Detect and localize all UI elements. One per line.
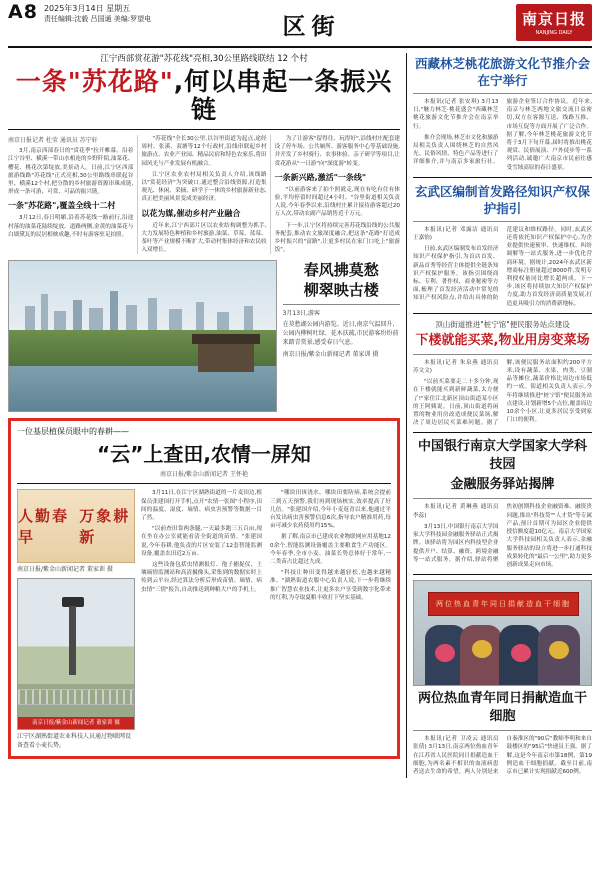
- feature-para-5: "科技让种田变得越来越轻松,也越来越精准。"湖熟街道农服中心负责人说,下一步将继续推广智慧农业技术,让更多农户享受到数字化带来的红利,为夺取夏粮丰收打下坚实基础。: [270, 570, 391, 601]
- article-3-body: [413, 359, 592, 428]
- photo-credit: 南京日报/紫金山新闻记者 董家训 摄: [282, 351, 379, 359]
- farm-photo-caption: 江宁区湖熟街道农业科技人员通过物联网设备查看小麦长势。: [17, 733, 132, 750]
- lead-headline-part2: ,何以串起一条振兴链: [173, 67, 393, 124]
- feature-byline: 南京日报/紫金山新闻记者 王怀艳: [160, 471, 248, 479]
- newspaper-nameplate: 南京日报 NANJING DAILY: [516, 4, 592, 41]
- article-5-text: 本报讯(记者 卫凌云 通讯员 张倩) 3月13日,南京两位热血青年在江苏省人民医院同日捐献造血干细胞,为两名素不相识的血液病患者送去生命的希望。两人分别是来自秦淮区的"90后"教师李明和来自鼓楼区的"95后"快递员王强。据了解,这是今年南京市第18例、第19例造血干细胞捐献。截至目前,南京市已累计实现捐献近600例。: [413, 736, 592, 775]
- editor-credits: 责任编辑:沈毅 吕国通 美编:罗望电: [43, 15, 152, 23]
- feature-para-2: 这些设备包括虫情测报灯、孢子捕捉仪、土壤墒情监测站和高清摄像头,采集到的数据实时上传到云平台,经过算法分析后形成苗情、墒情、病虫情"三情"报告,自动推送到种粮大户的手机上。: [141, 562, 262, 593]
- ceremony-banner-text: 两位热血青年同日捐献造血干细胞: [435, 599, 571, 608]
- article-2-body: [413, 226, 592, 308]
- lead-para-1: "苏花线"全长30公里,以谷里街道为起点,途经周村、张溪、双塘等12个行政村,沿线串联起乡村旅游点、农业产业园、精品民宿和特色农家乐,将田园风光与产业发展有机融合。: [141, 136, 267, 167]
- city-photo-block: [8, 260, 400, 412]
- photo-title-line2: 柳翠映古楼: [303, 281, 379, 300]
- article-3-byline: 本报讯(记者 朱泉燕 通讯员 苏文文): [413, 359, 499, 375]
- lead-subhead-3: 一条新兴路,激活"一条线": [274, 172, 367, 182]
- article-3-subkicker: 顶山街道推进"桩宁馆"便民服务站点建设: [435, 319, 570, 329]
- lead-kicker: 江宁西部赏花游"苏花线"亮相,30公里路线联结 12 个村: [100, 54, 308, 64]
- farm-photo: [17, 578, 135, 730]
- lead-article-body: [8, 135, 400, 254]
- nameplate-subtitle: NANJING DAILY: [535, 30, 573, 36]
- ceremony-banner: [428, 592, 579, 616]
- article-1-headline: 西藏林芝桃花旅游文化节推介会在宁举行: [414, 56, 590, 88]
- lead-para-4: 为了让游客"留得住、玩得好",沿线村庄配套建设了停车场、公共厕所、游客服务中心等基础设施,并开发了乡村骑行、农事体验、亲子研学等项目,让赏花游从"一日游"向"深度游"转变。: [274, 136, 400, 167]
- right-rail: [406, 53, 592, 778]
- feature-para-1: "以前查田靠两条腿,一天最多跑三五百亩,现在坐在办公室就能看清全街道的苗情。"张建国说,今年春耕,他负责的片区安装了12套智能监测设备,覆盖农田近2万亩。: [141, 526, 262, 557]
- article-4-text: 3月13日,中国银行南京大学国家大学科技园金融服务驿站正式揭牌。该驿站将为园区内科技型企业提供开户、结算、融资、跨境金融等一站式服务。据介绍,驿站将聚焦初创期科技企业融资难、融资贵问题,推出"科技贷""人才贷"等专属产品,预计首期可为园区企业提供授信额度超10亿元。南京大学国家大学科技园相关负责人表示,金融服务驿站的设立将进一步打通科技成果转化的"最后一公里",助力更多创新成果走向市场。: [413, 504, 592, 568]
- spring-poster: [17, 489, 135, 563]
- feature-redbox: [8, 418, 400, 759]
- lead-para-3: 近年来,江宁西部片区以农业结构调整为抓手,大力发展特色种植和乡村旅游,油菜、草莓、蓝莓、茶叶等产业规模不断扩大,带动村集体经济和农民收入双增长。: [141, 222, 267, 254]
- article-2-headline: 玄武区编制首发路径知识产权保护指引: [414, 183, 590, 216]
- issue-date: 2025年3月14日 星期五: [43, 4, 131, 13]
- feature-content: [17, 489, 391, 750]
- lead-para-5: "以前游客来了拍个照就走,现在有吃有住有体验,平均停留时间超过4小时。"谷里街道相关负责人说,今年春季以来,沿线村庄累计接待游客超过20万人次,带动农副产品销售近千万元。: [274, 186, 400, 218]
- city-photo-caption-block: [283, 260, 400, 412]
- article-4-body: [413, 503, 592, 569]
- article-1-byline: 本报讯(记者 张安琪) 3月13日,"魅力林芝·桃花盛会"西藏林芝桃花旅游文化节推介会在南京举行。: [413, 99, 499, 130]
- poster-text-right: 万象耕新: [79, 507, 131, 547]
- donor-ceremony-photo: [413, 580, 592, 686]
- article-2-text: 日前,玄武区编制发布首发经济知识产权保护指引,为首店首发、新品首秀等经营主体提供全链条知识产权保护服务。该指引围绕商标、专利、著作权、商业秘密等方面,梳理了首发经济活动中常见的知识产权风险点,并给出具体的防范建议和维权路径。同时,玄武区还将依托知识产权保护中心,为企业提供快速预审、快速维权、纠纷调解等一站式服务,进一步优化营商环境。据统计,2024年玄武区新增商标注册量超过8000件,发明专利授权量同比增长超两成。下一步,该区将持续加大知识产权保护力度,助力首发经济高质量发展,打造更具吸引力的消费新地标。: [413, 226, 592, 307]
- masthead: [8, 0, 592, 48]
- section-title: 区街: [282, 14, 341, 40]
- photo-title-line1: 春风拂莫愁: [303, 261, 379, 280]
- poster-text-left: 人勤春早: [18, 507, 70, 547]
- page-columns: [8, 53, 592, 778]
- lead-lede: 3月,南京西部春日的"赏花季"拉开帷幕。沿着江宁谷里、横溪一带山水相连的乡野阡陌,油菜花、樱花、桃花次第绽放,美景动人。日前,江宁区西部旅游线路"苏花线"正式亮相,30公里路线串联起谷里、横溪12个村,把分散的乡村旅游资源串珠成链,形成一条可游、可赏、可品的振兴链。: [8, 148, 134, 196]
- farm-photo-strip: 南京日报/紫金山新闻记者 董家训 摄: [18, 717, 134, 729]
- lead-para-0: 3月12日,春日明媚,沿着苏花线一路前行,沿途村落的油菜花陆续绽放。道路两侧,金黄的油菜花与白墙黛瓦的民居相映成趣,不时有游客驻足拍照。: [8, 215, 134, 238]
- article-5-body: [413, 735, 592, 778]
- article-1-body: [413, 98, 592, 172]
- article-3-text: "以前买菜要走二十多分钟,现在下楼就能买到新鲜蔬菜,太方便了!"家住江北新区顶山街道某小区的王阿姨说。日前,顶山街道将闲置的物业用房改造成便民菜场,解决了周边居民买菜难问题。据了解,该便民服务站面积约200平方米,设有蔬菜、水果、肉类、豆制品等摊位,蔬菜价格比周边市场低约一成。街道相关负责人表示,今年将继续推进"桩宁馆"便民服务站点建设,计划新增5个点位,覆盖周边10余个小区,让更多居民享受到家门口的便利。: [413, 359, 592, 427]
- lead-subhead-1: 一条"苏花路",覆盖全线十二村: [8, 201, 116, 211]
- article-4-byline: 本报讯(记者 黄琳燕 通讯员 李蕊): [413, 504, 499, 519]
- lead-para-6: 下一步,江宁区将持续完善苏花线沿线的公共服务配套,推动农文旅深度融合,把这条"花路"打造成乡村振兴的"富路",让更多村民在家门口吃上"旅游饭"。: [274, 222, 400, 254]
- feature-photo-col: [17, 489, 135, 750]
- article-4-headline-line2: 金融服务驿站揭牌: [450, 477, 555, 493]
- feature-body: [141, 489, 391, 750]
- city-photo: [8, 260, 277, 412]
- page-number: A8: [8, 1, 38, 23]
- photo-caption: 在莫愁湖公园内游览。近日,南京气温回升,公园内柳树吐绿、花木扶疏,市民游客纷纷前来踏青赏景,感受春日气息。: [282, 321, 399, 347]
- folio-block: [8, 2, 151, 24]
- article-4-headline-line1: 中国银行南京大学国家大学科技园: [417, 439, 587, 473]
- article-2-byline: 本报讯(记者 邓露洁 通讯员 王嘉怡): [413, 226, 499, 242]
- feature-kicker: 一位基层植保员眼中的春耕——: [17, 427, 129, 437]
- lead-para-2: 江宁区农业农村局相关负责人介绍,该线路以"赏花经济"为突破口,通过整合沿线资源,打造集观光、休闲、采摘、研学于一体的乡村旅游新业态,真正把美丽风景变成美丽经济。: [141, 171, 267, 203]
- lead-headline: [8, 68, 400, 124]
- feature-para-3: "哪块田该浇水、哪块田要防病,系统会提前三到五天预警,我们再到现场核实,效率提高了好几倍。"张建国介绍,今年小麦返青以来,他通过平台发出病虫害预警信息6次,指导农户精准用药,每亩可减少农药使用约15%。: [270, 490, 391, 530]
- lead-byline: 南京日报记者 杜莹 通讯员 苏宁轩: [8, 137, 98, 144]
- lead-headline-part1: 一条"苏花路": [15, 67, 174, 96]
- feature-photo-credit: 南京日报/紫金山新闻记者 董家训 摄: [17, 566, 113, 574]
- article-3-headline: 下楼就能买菜,物业用房变菜场: [415, 332, 590, 348]
- feature-headline: “云”上查田,农情一屏知: [97, 442, 311, 467]
- photo-date: 3月13日,游客: [282, 310, 320, 318]
- article-5-headline: 两位热血青年同日捐献造血干细胞: [417, 691, 587, 725]
- feature-para-4: 据了解,南京市已建成农业物联网应用基地120余个,智能监测设备覆盖主要粮食生产功能区。今年春季,全市小麦、油菜长势总体好于常年,一二类苗占比超过九成。: [270, 534, 391, 566]
- feature-para-0: 3月11日,在江宁区湖熟街道的一片麦田边,植保员张建国打开手机,点开"农情一张图"小程序,田间的温度、湿度、墒情、病虫害预警等数据一目了然。: [141, 490, 262, 522]
- lead-subhead-2: 以花为媒,催动乡村产业融合: [141, 208, 241, 218]
- main-column: [8, 53, 400, 778]
- article-1-text: 推介会现场,林芝市文化和旅游局相关负责人围绕林芝的自然风光、民俗风情、特色产品等进行了详细推介,并与南京多家旅行社、旅游企业签订合作协议。近年来,南京与林芝两地文旅交流日益密切,双方在客源互送、线路互推、市场互促等方面开展了广泛合作。据了解,今年林芝桃花旅游文化节将于3月下旬开幕,届时将推出桃花观赏、民俗展演、户外徒步等一系列活动,诚邀广大南京市民前往感受雪域高原的春日盛景。: [413, 99, 592, 171]
